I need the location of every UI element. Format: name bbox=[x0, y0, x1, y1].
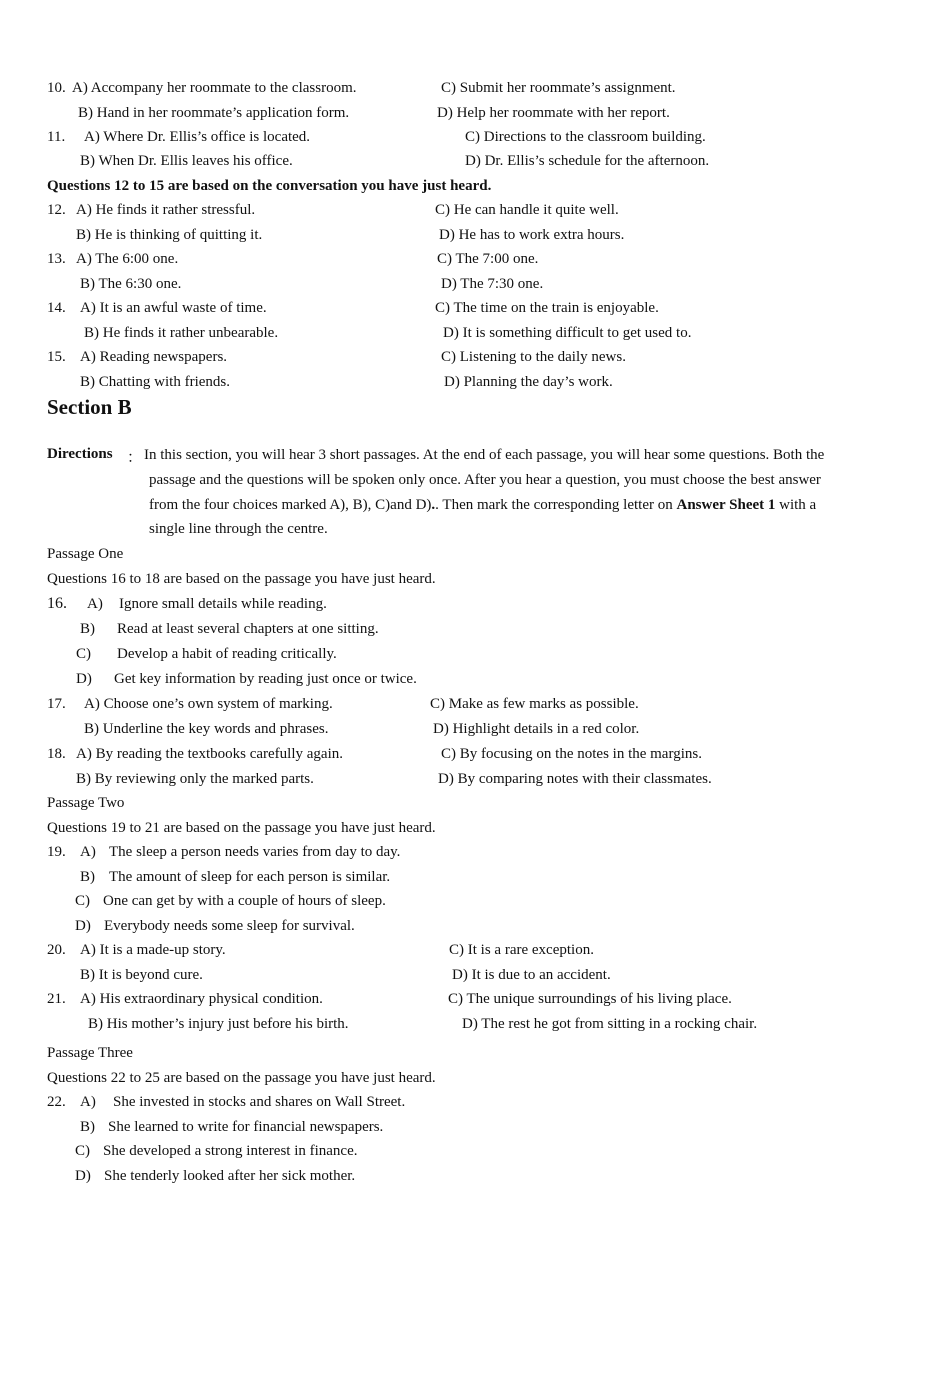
passage-two-title: Passage Two bbox=[47, 795, 125, 811]
directions-colon: ： bbox=[127, 450, 143, 466]
option-a: A) His extraordinary physical condition. bbox=[80, 991, 323, 1007]
option-a: Ignore small details while reading. bbox=[119, 596, 327, 612]
conversation-header: Questions 12 to 15 are based on the conversation you have just heard. bbox=[47, 178, 492, 194]
question-number: 14. bbox=[47, 300, 66, 316]
option-a: A) Accompany her roommate to the classroom. bbox=[72, 80, 357, 96]
passage-two-header: Questions 19 to 21 are based on the passage you have just heard. bbox=[47, 820, 436, 836]
directions-line-1: In this section, you will hear 3 short passages. At the end of each passage, you will hear some questions. Both the bbox=[144, 447, 825, 463]
directions-label: Directions bbox=[47, 446, 113, 462]
option-d-label: D) bbox=[75, 1168, 91, 1184]
question-number: 10. bbox=[47, 80, 66, 96]
option-d: D) It is due to an accident. bbox=[452, 967, 611, 983]
option-d: D) He has to work extra hours. bbox=[439, 227, 625, 243]
option-d: D) Help her roommate with her report. bbox=[437, 105, 670, 121]
option-d: She tenderly looked after her sick mother. bbox=[104, 1168, 356, 1184]
directions-text: from the four choices marked A), B), C)and D) bbox=[149, 497, 432, 513]
option-c: C) The time on the train is enjoyable. bbox=[435, 300, 659, 316]
section-b-title: Section B bbox=[47, 395, 132, 419]
option-d: D) By comparing notes with their classmates. bbox=[438, 771, 712, 787]
option-c: C) Directions to the classroom building. bbox=[465, 129, 706, 145]
question-number: 21. bbox=[47, 991, 66, 1007]
option-b: B) His mother’s injury just before his birth. bbox=[88, 1016, 349, 1032]
directions-line-4: single line through the centre. bbox=[149, 521, 328, 537]
option-b-label: B) bbox=[80, 621, 95, 637]
option-b: The amount of sleep for each person is similar. bbox=[109, 869, 391, 885]
question-number: 22. bbox=[47, 1094, 66, 1110]
option-c: One can get by with a couple of hours of sleep. bbox=[103, 893, 386, 909]
directions-line-3 bbox=[149, 496, 816, 514]
option-c: Develop a habit of reading critically. bbox=[117, 646, 337, 662]
option-b: B) By reviewing only the marked parts. bbox=[76, 771, 314, 787]
option-a: A) The 6:00 one. bbox=[76, 251, 179, 267]
option-d: D) Dr. Ellis’s schedule for the afternoon. bbox=[465, 153, 710, 169]
option-a: A) Where Dr. Ellis’s office is located. bbox=[84, 129, 311, 145]
option-d-label: D) bbox=[75, 918, 91, 934]
question-number: 11. bbox=[47, 129, 66, 145]
option-a: A) It is an awful waste of time. bbox=[80, 300, 267, 316]
option-c: C) By focusing on the notes in the margins. bbox=[441, 746, 702, 762]
question-number: 18. bbox=[47, 746, 66, 762]
option-c: C) The 7:00 one. bbox=[437, 251, 539, 267]
option-c-label: C) bbox=[75, 1143, 90, 1159]
option-b-label: B) bbox=[80, 1119, 95, 1135]
option-b: B) When Dr. Ellis leaves his office. bbox=[80, 153, 293, 169]
option-d: D) Planning the day’s work. bbox=[444, 374, 613, 390]
option-c-label: C) bbox=[76, 646, 91, 662]
option-b: Read at least several chapters at one sitting. bbox=[117, 621, 379, 637]
passage-three-title: Passage Three bbox=[47, 1045, 133, 1061]
option-a: A) Reading newspapers. bbox=[80, 349, 228, 365]
option-c: C) The unique surroundings of his living place. bbox=[448, 991, 732, 1007]
option-c: C) He can handle it quite well. bbox=[435, 202, 619, 218]
option-d-label: D) bbox=[76, 671, 92, 687]
question-number: 15. bbox=[47, 349, 66, 365]
option-b: B) Underline the key words and phrases. bbox=[84, 721, 329, 737]
option-a: A) It is a made-up story. bbox=[80, 942, 226, 958]
option-a-label: A) bbox=[87, 596, 103, 612]
option-b: B) The 6:30 one. bbox=[80, 276, 182, 292]
option-a: A) He finds it rather stressful. bbox=[76, 202, 256, 218]
passage-one-title: Passage One bbox=[47, 546, 124, 562]
option-b: B) He is thinking of quitting it. bbox=[76, 227, 263, 243]
option-c: C) Submit her roommate’s assignment. bbox=[441, 80, 676, 96]
question-number: 13. bbox=[47, 251, 66, 267]
question-number: 19. bbox=[47, 844, 66, 860]
option-c: C) Make as few marks as possible. bbox=[430, 696, 639, 712]
directions-period: . bbox=[431, 497, 436, 513]
option-a-label: A) bbox=[80, 844, 96, 860]
option-b: B) Hand in her roommate’s application form. bbox=[78, 105, 350, 121]
passage-three-header: Questions 22 to 25 are based on the passage you have just heard. bbox=[47, 1070, 436, 1086]
option-d: D) Highlight details in a red color. bbox=[433, 721, 640, 737]
option-a-label: A) bbox=[80, 1094, 96, 1110]
option-d: D) The 7:30 one. bbox=[441, 276, 544, 292]
option-b: B) Chatting with friends. bbox=[80, 374, 230, 390]
directions-text: with a bbox=[775, 497, 817, 513]
option-b: B) He finds it rather unbearable. bbox=[84, 325, 279, 341]
passage-one-header: Questions 16 to 18 are based on the passage you have just heard. bbox=[47, 571, 436, 587]
option-d: Get key information by reading just once or twice. bbox=[114, 671, 417, 687]
option-a: The sleep a person needs varies from day to day. bbox=[109, 844, 401, 860]
option-c: C) Listening to the daily news. bbox=[441, 349, 626, 365]
question-number: 12. bbox=[47, 202, 66, 218]
option-b: She learned to write for financial newspapers. bbox=[108, 1119, 384, 1135]
directions-line-2: passage and the questions will be spoken only once. After you hear a question, you must choose the best answer bbox=[149, 472, 821, 488]
question-number: 20. bbox=[47, 942, 66, 958]
option-c-label: C) bbox=[75, 893, 90, 909]
option-a: A) Choose one’s own system of marking. bbox=[84, 696, 333, 712]
option-a: She invested in stocks and shares on Wall Street. bbox=[113, 1094, 406, 1110]
option-d: D) The rest he got from sitting in a rocking chair. bbox=[462, 1016, 758, 1032]
option-d: Everybody needs some sleep for survival. bbox=[104, 918, 355, 934]
option-d: D) It is something difficult to get used to. bbox=[443, 325, 692, 341]
question-number: 17. bbox=[47, 696, 66, 712]
option-b-label: B) bbox=[80, 869, 95, 885]
option-b: B) It is beyond cure. bbox=[80, 967, 203, 983]
directions-text: . Then mark the corresponding letter on bbox=[435, 497, 677, 513]
option-c: C) It is a rare exception. bbox=[449, 942, 594, 958]
question-number: 16. bbox=[47, 595, 67, 612]
answer-sheet-ref: Answer Sheet 1 bbox=[676, 497, 776, 513]
option-a: A) By reading the textbooks carefully again. bbox=[76, 746, 343, 762]
option-c: She developed a strong interest in finance. bbox=[103, 1143, 358, 1159]
